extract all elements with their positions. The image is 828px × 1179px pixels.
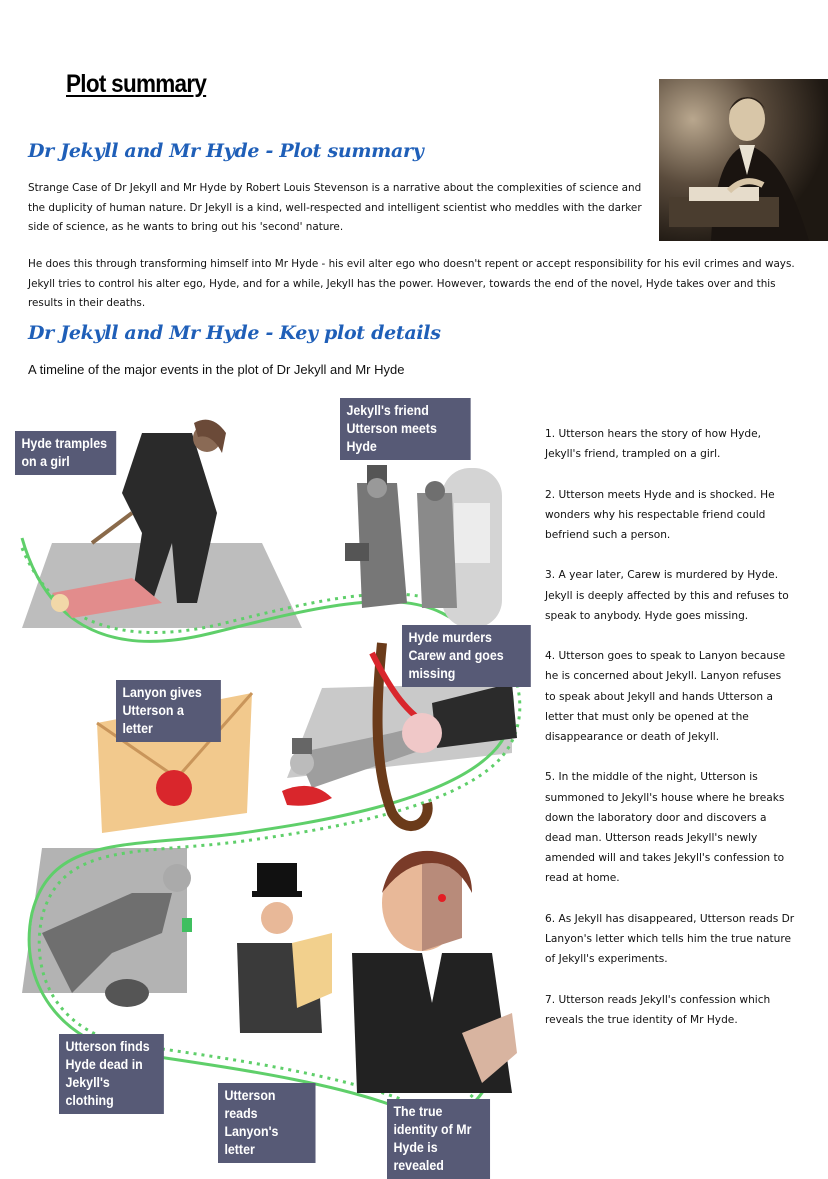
caption-text: Utterson finds Hyde dead in Jekyll's clothing [65,1039,150,1108]
caption-utterson-meets-hyde [340,398,471,460]
page-title: Plot summary [66,70,207,98]
caption-text: Jekyll's friend Utterson meets Hyde [346,403,437,454]
caption-text: The true identity of Mr Hyde is revealed [393,1104,472,1173]
event-item: 5. In the middle of the night, Utterson is summoned to Jekyll's house where he breaks down the laboratory door and discovers a dead man. Utterson reads Jekyll's newly amended will and takes Jekyll's confession to read at home. [545,771,785,885]
timeline-subtitle: A timeline of the major events in the plot of Dr Jekyll and Mr Hyde [28,362,405,377]
event-item: 7. Utterson reads Jekyll's confession which reveals the true identity of Mr Hyde. [545,993,771,1026]
event-item: 1. Utterson hears the story of how Hyde, Jekyll's friend, trampled on a girl. [545,428,762,461]
author-portrait [659,79,828,241]
caption-text: Utterson reads Lanyon's letter [224,1088,279,1157]
event-item: 3. A year later, Carew is murdered by Hyde. Jekyll is deeply affected by this and refuses to speak to anybody. Hyde goes missing. [545,569,789,622]
caption-text: Lanyon gives Utterson a letter [122,685,202,736]
caption-utterson-reads-letter [218,1083,316,1163]
caption-utterson-finds-hyde-dead [59,1034,164,1114]
event-item: 6. As Jekyll has disappeared, Utterson reads Dr Lanyon's letter which tells him the true nature of Jekyll's experiments. [545,912,795,966]
event-item: 4. Utterson goes to speak to Lanyon because he is concerned about Jekyll. Lanyon refuses to speak about Jekyll and hands Utterson a letter that must only be opened at the disappearance or death of Jekyll. [545,650,786,743]
timeline-infographic [12,393,532,1173]
caption-hyde-tramples [15,431,116,475]
caption-hyde-murders-carew [402,625,531,687]
events-list [545,424,795,1050]
caption-text: Hyde murders Carew and goes missing [408,630,504,681]
event-item: 2. Utterson meets Hyde and is shocked. He wonders why his respectable friend could befriend such a person. [545,488,775,541]
plot-summary-heading: Dr Jekyll and Mr Hyde - Plot summary [28,140,424,162]
key-plot-details-heading: Dr Jekyll and Mr Hyde - Key plot details [28,322,441,344]
plot-summary-paragraph-2: He does this through transforming himself into Mr Hyde - his evil alter ego who doesn't repent or accept responsibility for his evil crimes and ways. Jekyll tries to control his alter ego, Hyde, and for a while, Jekyll has the power. However, towards the end of the novel, Hyde takes over and this results in their deaths. [28,258,795,309]
caption-true-identity-revealed [387,1099,490,1179]
caption-lanyon-gives-letter [116,680,221,742]
plot-summary-paragraph-1: Strange Case of Dr Jekyll and Mr Hyde by Robert Louis Stevenson is a narrative about the complexities of science and the duplicity of human nature. Dr Jekyll is a kind, well-respected and intelligent scientist who meddles with the darker side of science, as he wants to bring out his 'second' nature. [28,182,642,233]
caption-text: Hyde tramples on a girl [21,436,108,469]
